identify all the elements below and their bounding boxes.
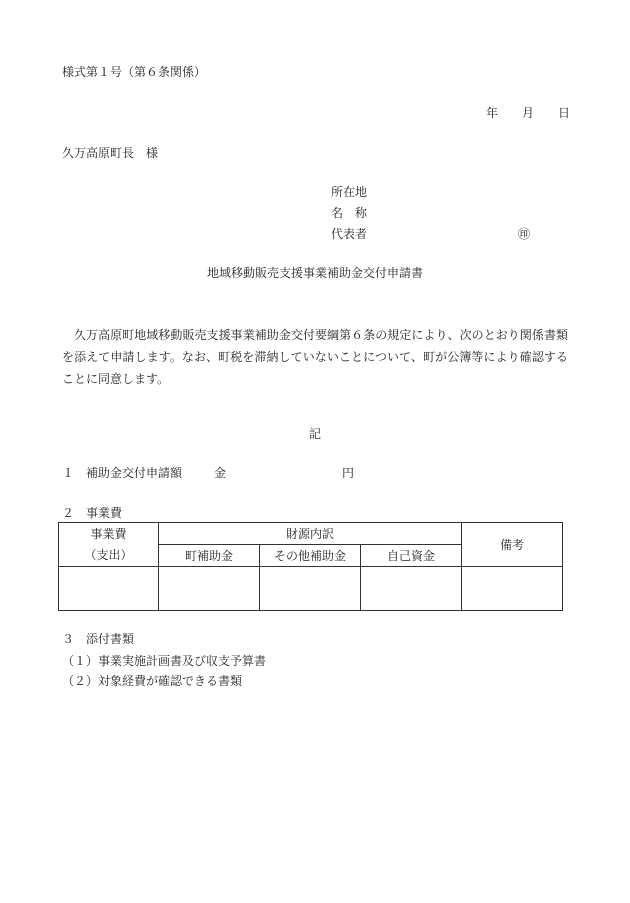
header-other-subsidy: その他補助金 [260, 545, 361, 567]
date-day: 日 [558, 106, 571, 120]
currency-prefix: 金 [214, 466, 227, 480]
cell-remarks [462, 567, 563, 611]
document-title: 地域移動販売支援事業補助金交付申請書 [206, 266, 423, 280]
cell-town-subsidy [159, 567, 260, 611]
item2-number: ２ [62, 506, 75, 520]
header-town-subsidy: 町補助金 [159, 545, 260, 567]
item2-label: 事業費 [86, 506, 123, 520]
item3-number: ３ [62, 632, 75, 646]
cell-own-funds [361, 567, 462, 611]
header-funding-breakdown: 財源内訳 [159, 523, 462, 545]
attachment-item: （１）事業実施計画書及び収支予算書 [62, 654, 267, 668]
ki-heading: 記 [308, 427, 321, 441]
address-label: 所在地 [331, 185, 368, 199]
seal-mark: ㊞ [518, 227, 531, 241]
cell-other-subsidy [260, 567, 361, 611]
date-year: 年 [486, 106, 499, 120]
header-expenditure: （支出） [59, 545, 159, 567]
representative-label: 代表者 [331, 227, 368, 241]
cost-table [58, 522, 563, 611]
table-header-row [59, 523, 563, 545]
item1-number: １ [62, 466, 75, 480]
date-month: 月 [522, 106, 535, 120]
name-label: 名 称 [331, 206, 368, 220]
form-number: 様式第１号（第６条関係） [62, 65, 207, 79]
table-row [59, 567, 563, 611]
attachment-item: （２）対象経費が確認できる書類 [62, 674, 243, 688]
currency-suffix: 円 [342, 466, 355, 480]
header-own-funds: 自己資金 [361, 545, 462, 567]
addressee: 久万高原町長 様 [62, 146, 159, 160]
header-project-cost: 事業費 [59, 523, 159, 545]
item3-label: 添付書類 [86, 632, 135, 646]
item1-label: 補助金交付申請額 [86, 466, 183, 480]
body-paragraph: 久万高原町地域移動販売支援事業補助金交付要綱第６条の規定により、次のとおり関係書類を添えて申請します。なお、町税を滞納していないことについて、町が公簿等により確認することに同意します。 [62, 328, 568, 386]
cell-project-cost [59, 567, 159, 611]
header-remarks: 備考 [462, 523, 563, 567]
